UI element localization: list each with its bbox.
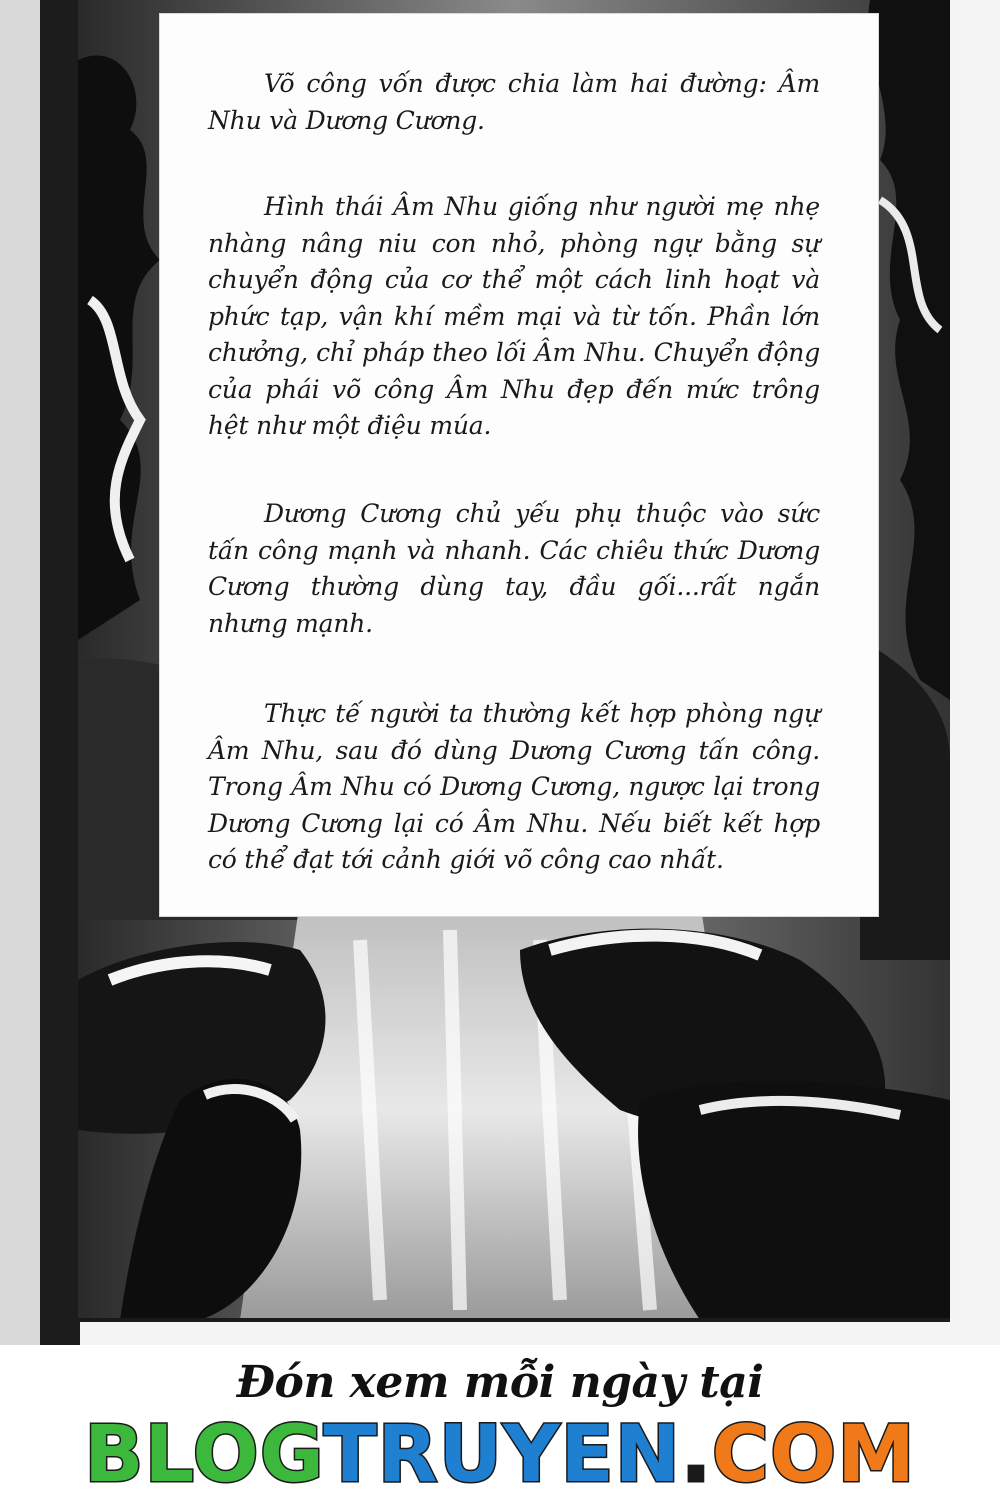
brand-logo-link[interactable] (0, 1410, 1000, 1500)
brand-com-text: COM (711, 1410, 916, 1500)
brand-blog-text: BLOG (84, 1410, 324, 1500)
paragraph-combination: Thực tế người ta thường kết hợp phòng ngự Âm Nhu, sau đó dùng Dương Cương tấn công. Trong Âm Nhu có Dương Cương, ngược lại trong Dương Cương lại có Âm Nhu. Nếu biết kết hợp có thể đạt tới cảnh giới võ công cao nhất. (208, 699, 820, 874)
paragraph-duong-cuong: Dương Cương chủ yếu phụ thuộc vào sức tấn công mạnh và nhanh. Các chiêu thức Dương Cương thường dùng tay, đầu gối...rất ngắn nhưng mạnh. (208, 499, 820, 638)
text-panel (160, 14, 878, 916)
paragraph-am-nhu: Hình thái Âm Nhu giống như người mẹ nhẹ nhàng nâng niu con nhỏ, phòng ngự bằng sự chuyển động của cơ thể một cách linh hoạt và phức tạp, vận khí mềm mại và từ tốn. Phần lớn chưởng, chỉ pháp theo lối Âm Nhu. Chuyển động của phái võ công Âm Nhu đẹp đến mức trông hệt như một điệu múa. (208, 192, 820, 440)
footer-banner (0, 1345, 1000, 1500)
footer-tagline: Đón xem mỗi ngày tại (236, 1357, 764, 1408)
brand-dot-text: . (681, 1410, 712, 1500)
paragraph-intro: Võ công vốn được chia làm hai đường: Âm Nhu và Dương Cương. (208, 69, 820, 135)
brand-truyen-text: TRUYEN (323, 1410, 682, 1500)
